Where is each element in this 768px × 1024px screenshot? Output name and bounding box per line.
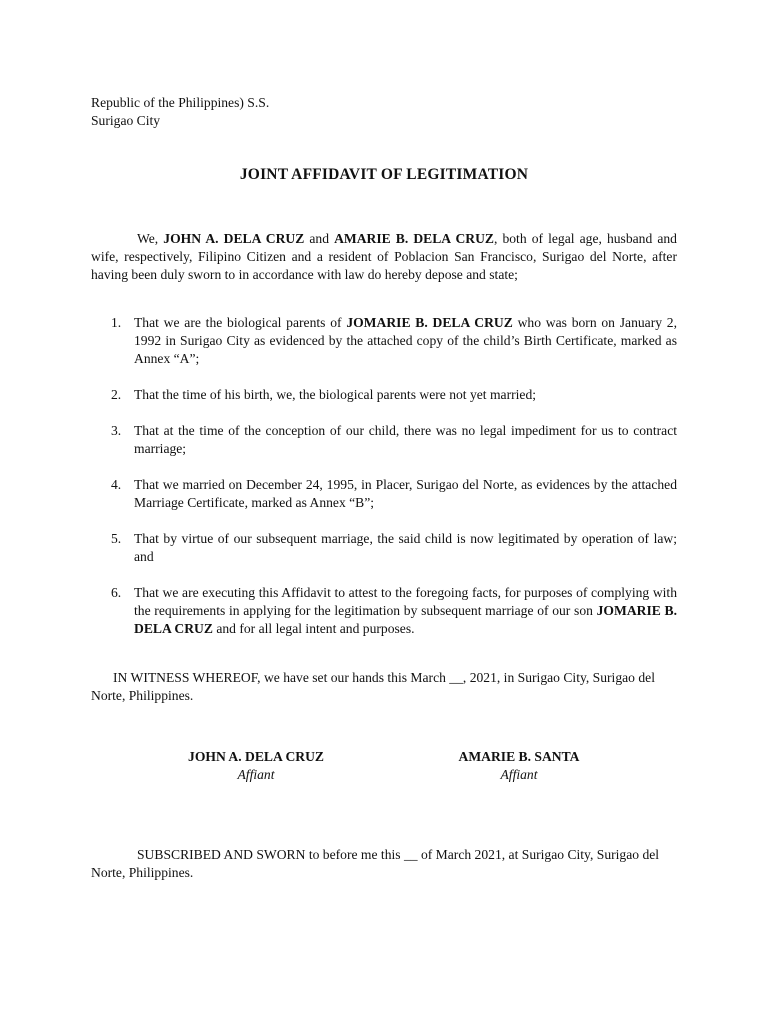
venue-line-republic: Republic of the Philippines) S.S.	[91, 95, 270, 110]
document-title: JOINT AFFIDAVIT OF LEGITIMATION	[239, 166, 529, 183]
statement-item-5	[91, 530, 677, 566]
signatory-role: Affiant	[237, 767, 275, 782]
statement-number: 1.	[111, 315, 122, 330]
statement-item-6	[91, 584, 677, 638]
statement-number: 3.	[111, 423, 122, 438]
signatory-name: AMARIE B. SANTA	[458, 749, 580, 764]
statement-number: 6.	[111, 585, 122, 600]
statement-item-3	[91, 422, 677, 458]
intro-and: and	[304, 231, 335, 246]
statement-number: 2.	[111, 387, 122, 402]
statement-number: 4.	[111, 477, 122, 492]
statement-text: who was born on January 2, 1992 in Surigao City as evidenced by the attached copy of the child’s Birth Certificate, marked as Annex “A”;	[134, 315, 677, 366]
signature-block-1	[146, 748, 366, 784]
jurat-paragraph: SUBSCRIBED AND SWORN to before me this __ of March 2021, at Surigao City, Surigao del Norte, Philippines.	[91, 847, 660, 880]
statement-text: That by virtue of our subsequent marriage, the said child is now legitimated by operation of law; and	[134, 531, 677, 564]
statement-number: 5.	[111, 531, 122, 546]
witness-paragraph: IN WITNESS WHEREOF, we have set our hands this March __, 2021, in Surigao City, Surigao del Norte, Philippines.	[91, 670, 655, 703]
affiant-name-1: JOHN A. DELA CRUZ	[163, 231, 305, 246]
statement-text: That the time of his birth, we, the biological parents were not yet married;	[134, 387, 537, 402]
venue-header	[91, 94, 491, 130]
statement-item-2	[91, 386, 677, 404]
statement-item-4	[91, 476, 677, 512]
intro-we: We,	[137, 231, 164, 246]
child-name: JOMARIE B. DELA CRUZ	[134, 603, 677, 636]
signature-block-2	[409, 748, 629, 784]
statement-text: That at the time of the conception of our child, there was no legal impediment for us to contract marriage;	[134, 423, 677, 456]
statement-text: That we are the biological parents of	[134, 315, 347, 330]
signatory-name: JOHN A. DELA CRUZ	[188, 749, 324, 764]
child-name: JOMARIE B. DELA CRUZ	[346, 315, 513, 330]
intro-rest: , both of legal age, husband and wife, respectively, Filipino Citizen and a resident of Poblacion San Francisco, Surigao del Norte, after having been duly sworn to in accordance with law do hereby depose and state;	[91, 231, 677, 282]
intro-paragraph	[91, 230, 677, 284]
statement-list	[91, 314, 677, 638]
statement-text: That we married on December 24, 1995, in Placer, Surigao del Norte, as evidences by the attached Marriage Certificate, marked as Annex “B”;	[134, 477, 677, 510]
statement-item-1	[91, 314, 677, 368]
statement-text: That we are executing this Affidavit to attest to the foregoing facts, for purposes of complying with the requirements in applying for the legitimation by subsequent marriage of our son	[134, 585, 677, 618]
statement-text: and for all legal intent and purposes.	[212, 621, 415, 636]
venue-line-city: Surigao City	[91, 113, 161, 128]
signatory-role: Affiant	[500, 767, 538, 782]
affiant-name-2: AMARIE B. DELA CRUZ	[334, 231, 494, 246]
